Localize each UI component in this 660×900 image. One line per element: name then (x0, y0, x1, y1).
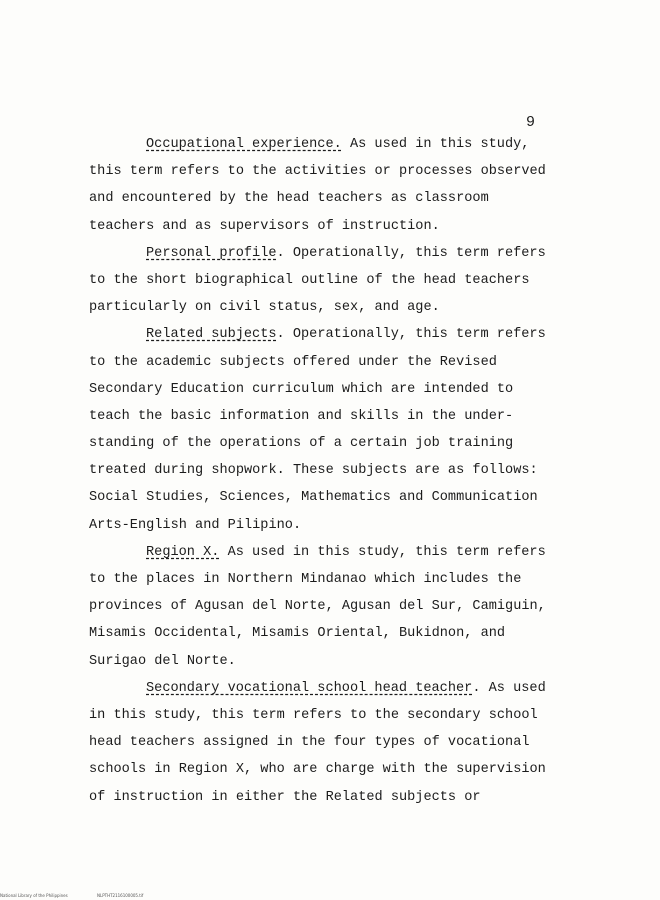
text-line: teachers and as supervisors of instruction. (89, 218, 440, 234)
text-line: As used in this study, this term refers (219, 544, 546, 560)
text-line: provinces of Agusan del Norte, Agusan del Sur, Camiguin, (89, 599, 546, 615)
scan-footer (0, 893, 171, 898)
text-line: and encountered by the head teachers as classroom (89, 191, 489, 207)
footer-filename: NLPTHT2116100005.tif (97, 893, 144, 898)
text-line: schools in Region X, who are charge with the supervision (89, 762, 546, 778)
text-line: Social Studies, Sciences, Mathematics and Communication (89, 490, 538, 506)
defined-term: Region X. (146, 544, 220, 560)
text-line: to the short biographical outline of the head teachers (89, 272, 530, 288)
text-line: in this study, this term refers to the secondary school (89, 707, 538, 723)
footer-source: National Library of the Philippines (0, 893, 68, 898)
text-line: to the academic subjects offered under the Revised (89, 354, 497, 370)
text-line: . Operationally, this term refers (276, 327, 546, 343)
paragraph-first-line (89, 131, 569, 158)
page-number: 9 (526, 114, 536, 131)
defined-term: Related subjects (146, 327, 277, 343)
text-line: Secondary Education curriculum which are intended to (89, 381, 514, 397)
text-line: this term refers to the activities or processes observed (89, 164, 546, 180)
defined-term: Personal profile (146, 245, 277, 261)
paragraph-first-line (89, 539, 569, 566)
text-line: Surigao del Norte. (89, 653, 236, 669)
text-line: of instruction in either the Related subjects or (89, 789, 481, 805)
text-line: . As used (472, 680, 546, 696)
defined-term: Occupational experience. (146, 137, 342, 152)
document-body (89, 131, 569, 811)
text-line: Arts-English and Pilipino. (89, 517, 302, 533)
text-line: to the places in Northern Mindanao which includes the (89, 572, 522, 587)
paragraph-first-line (89, 675, 569, 702)
paragraph-first-line (89, 321, 569, 348)
text-line: standing of the operations of a certain job training (89, 436, 514, 452)
text-line: Misamis Occidental, Misamis Oriental, Bukidnon, and (89, 626, 506, 642)
text-line: particularly on civil status, sex, and age. (89, 300, 440, 316)
paragraph-first-line (89, 240, 569, 267)
text-line: head teachers assigned in the four types of vocational (89, 735, 530, 751)
text-line: . Operationally, this term refers (276, 245, 546, 261)
defined-term: Secondary vocational school head teacher (146, 680, 473, 696)
text-line: teach the basic information and skills in the under- (89, 408, 514, 424)
text-line: As used in this study, (341, 137, 530, 152)
text-line: treated during shopwork. These subjects are as follows: (89, 463, 538, 479)
